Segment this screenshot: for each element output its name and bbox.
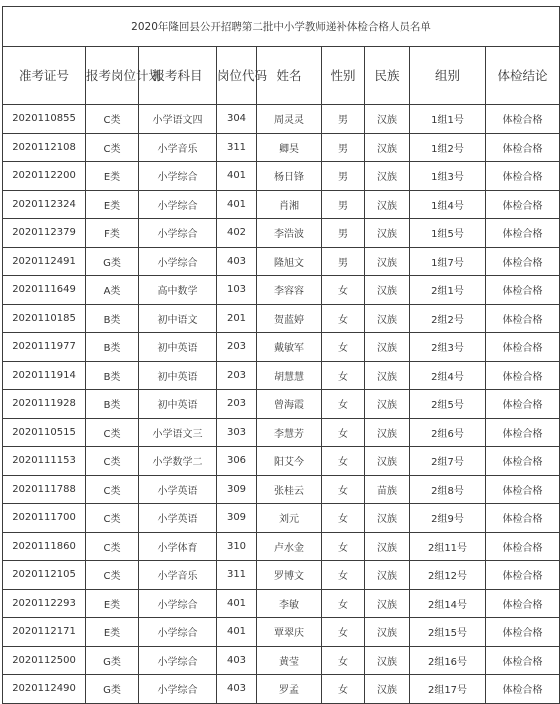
table-row bbox=[3, 361, 560, 390]
ethnicity-cell: 汉族 bbox=[365, 333, 410, 362]
group-cell: 1组4号 bbox=[410, 190, 486, 219]
subject-cell: 小学综合 bbox=[139, 190, 217, 219]
position-plan-cell: G类 bbox=[86, 247, 139, 276]
ethnicity-cell: 汉族 bbox=[365, 675, 410, 704]
position-code-cell: 303 bbox=[217, 418, 257, 447]
exam-result-cell: 体检合格 bbox=[486, 247, 560, 276]
ethnicity-cell: 汉族 bbox=[365, 162, 410, 191]
name-cell: 覃翠庆 bbox=[257, 618, 322, 647]
position-code-cell: 203 bbox=[217, 361, 257, 390]
table-row bbox=[3, 133, 560, 162]
position-plan-cell: C类 bbox=[86, 105, 139, 134]
table-row bbox=[3, 618, 560, 647]
exam-number-cell: 2020112379 bbox=[3, 219, 86, 248]
ethnicity-cell: 汉族 bbox=[365, 304, 410, 333]
position-code-cell: 203 bbox=[217, 390, 257, 419]
table-row bbox=[3, 390, 560, 419]
subject-cell: 小学综合 bbox=[139, 162, 217, 191]
ethnicity-cell: 汉族 bbox=[365, 532, 410, 561]
group-cell: 2组16号 bbox=[410, 646, 486, 675]
ethnicity-cell: 汉族 bbox=[365, 618, 410, 647]
group-cell: 2组4号 bbox=[410, 361, 486, 390]
gender-cell: 男 bbox=[322, 162, 365, 191]
exam-result-cell: 体检合格 bbox=[486, 304, 560, 333]
gender-cell: 女 bbox=[322, 475, 365, 504]
position-plan-cell: G类 bbox=[86, 646, 139, 675]
exam-number-cell: 2020112500 bbox=[3, 646, 86, 675]
group-cell: 2组15号 bbox=[410, 618, 486, 647]
name-cell: 戴敏军 bbox=[257, 333, 322, 362]
exam-result-cell: 体检合格 bbox=[486, 561, 560, 590]
gender-cell: 女 bbox=[322, 618, 365, 647]
subject-cell: 小学音乐 bbox=[139, 561, 217, 590]
name-cell: 胡慧慧 bbox=[257, 361, 322, 390]
subject-cell: 小学综合 bbox=[139, 646, 217, 675]
subject-cell: 小学综合 bbox=[139, 618, 217, 647]
position-code-cell: 311 bbox=[217, 561, 257, 590]
group-cell: 2组5号 bbox=[410, 390, 486, 419]
exam-number-cell: 2020110185 bbox=[3, 304, 86, 333]
gender-cell: 女 bbox=[322, 418, 365, 447]
position-plan-cell: C类 bbox=[86, 447, 139, 476]
name-cell: 肖湘 bbox=[257, 190, 322, 219]
subject-cell: 高中数学 bbox=[139, 276, 217, 305]
subject-cell: 小学英语 bbox=[139, 475, 217, 504]
exam-number-cell: 2020111914 bbox=[3, 361, 86, 390]
position-plan-cell: E类 bbox=[86, 162, 139, 191]
ethnicity-cell: 汉族 bbox=[365, 219, 410, 248]
position-code-cell: 201 bbox=[217, 304, 257, 333]
table-row bbox=[3, 646, 560, 675]
ethnicity-cell: 汉族 bbox=[365, 247, 410, 276]
exam-number-cell: 2020112293 bbox=[3, 589, 86, 618]
name-cell: 刘元 bbox=[257, 504, 322, 533]
header-position-code: 岗位代码 bbox=[217, 47, 257, 105]
exam-number-cell: 2020111788 bbox=[3, 475, 86, 504]
name-cell: 黄莹 bbox=[257, 646, 322, 675]
exam-number-cell: 2020111700 bbox=[3, 504, 86, 533]
group-cell: 2组2号 bbox=[410, 304, 486, 333]
exam-number-cell: 2020111860 bbox=[3, 532, 86, 561]
gender-cell: 女 bbox=[322, 361, 365, 390]
position-code-cell: 103 bbox=[217, 276, 257, 305]
subject-cell: 小学综合 bbox=[139, 675, 217, 704]
gender-cell: 女 bbox=[322, 589, 365, 618]
position-code-cell: 403 bbox=[217, 675, 257, 704]
position-plan-cell: E类 bbox=[86, 190, 139, 219]
group-cell: 2组7号 bbox=[410, 447, 486, 476]
table-row bbox=[3, 475, 560, 504]
table-row bbox=[3, 504, 560, 533]
subject-cell: 初中英语 bbox=[139, 333, 217, 362]
position-code-cell: 402 bbox=[217, 219, 257, 248]
group-cell: 1组1号 bbox=[410, 105, 486, 134]
group-cell: 1组5号 bbox=[410, 219, 486, 248]
position-plan-cell: C类 bbox=[86, 418, 139, 447]
gender-cell: 女 bbox=[322, 304, 365, 333]
exam-number-cell: 2020112200 bbox=[3, 162, 86, 191]
position-plan-cell: B类 bbox=[86, 304, 139, 333]
position-plan-cell: C类 bbox=[86, 504, 139, 533]
group-cell: 2组9号 bbox=[410, 504, 486, 533]
gender-cell: 女 bbox=[322, 532, 365, 561]
name-cell: 曾海霞 bbox=[257, 390, 322, 419]
name-cell: 李慧芳 bbox=[257, 418, 322, 447]
exam-number-cell: 2020112491 bbox=[3, 247, 86, 276]
subject-cell: 小学音乐 bbox=[139, 133, 217, 162]
subject-cell: 初中英语 bbox=[139, 361, 217, 390]
position-plan-cell: G类 bbox=[86, 675, 139, 704]
position-code-cell: 401 bbox=[217, 618, 257, 647]
table-row bbox=[3, 561, 560, 590]
position-code-cell: 306 bbox=[217, 447, 257, 476]
ethnicity-cell: 汉族 bbox=[365, 418, 410, 447]
name-cell: 杨日锋 bbox=[257, 162, 322, 191]
position-plan-cell: A类 bbox=[86, 276, 139, 305]
exam-result-cell: 体检合格 bbox=[486, 504, 560, 533]
gender-cell: 女 bbox=[322, 675, 365, 704]
group-cell: 2组6号 bbox=[410, 418, 486, 447]
table-row bbox=[3, 675, 560, 704]
position-code-cell: 403 bbox=[217, 247, 257, 276]
header-group: 组别 bbox=[410, 47, 486, 105]
table-row bbox=[3, 589, 560, 618]
subject-cell: 小学综合 bbox=[139, 247, 217, 276]
exam-result-cell: 体检合格 bbox=[486, 390, 560, 419]
exam-result-cell: 体检合格 bbox=[486, 675, 560, 704]
group-cell: 1组3号 bbox=[410, 162, 486, 191]
table-row bbox=[3, 219, 560, 248]
position-plan-cell: B类 bbox=[86, 361, 139, 390]
table-row bbox=[3, 276, 560, 305]
exam-result-cell: 体检合格 bbox=[486, 133, 560, 162]
group-cell: 2组12号 bbox=[410, 561, 486, 590]
exam-number-cell: 2020111928 bbox=[3, 390, 86, 419]
exam-number-cell: 2020110855 bbox=[3, 105, 86, 134]
exam-result-cell: 体检合格 bbox=[486, 646, 560, 675]
subject-cell: 小学体育 bbox=[139, 532, 217, 561]
gender-cell: 男 bbox=[322, 219, 365, 248]
exam-result-cell: 体检合格 bbox=[486, 418, 560, 447]
exam-number-cell: 2020112108 bbox=[3, 133, 86, 162]
exam-number-cell: 2020110515 bbox=[3, 418, 86, 447]
exam-result-cell: 体检合格 bbox=[486, 532, 560, 561]
exam-result-cell: 体检合格 bbox=[486, 589, 560, 618]
subject-cell: 初中英语 bbox=[139, 390, 217, 419]
group-cell: 2组17号 bbox=[410, 675, 486, 704]
gender-cell: 女 bbox=[322, 646, 365, 675]
ethnicity-cell: 汉族 bbox=[365, 447, 410, 476]
exam-number-cell: 2020111977 bbox=[3, 333, 86, 362]
exam-number-cell: 2020112105 bbox=[3, 561, 86, 590]
header-exam-number: 准考证号 bbox=[3, 47, 86, 105]
name-cell: 卢水金 bbox=[257, 532, 322, 561]
exam-result-cell: 体检合格 bbox=[486, 190, 560, 219]
group-cell: 2组3号 bbox=[410, 333, 486, 362]
name-cell: 罗孟 bbox=[257, 675, 322, 704]
ethnicity-cell: 汉族 bbox=[365, 589, 410, 618]
ethnicity-cell: 汉族 bbox=[365, 561, 410, 590]
exam-result-cell: 体检合格 bbox=[486, 219, 560, 248]
group-cell: 2组8号 bbox=[410, 475, 486, 504]
table-row bbox=[3, 333, 560, 362]
ethnicity-cell: 汉族 bbox=[365, 646, 410, 675]
subject-cell: 小学综合 bbox=[139, 219, 217, 248]
position-code-cell: 310 bbox=[217, 532, 257, 561]
gender-cell: 女 bbox=[322, 504, 365, 533]
ethnicity-cell: 汉族 bbox=[365, 276, 410, 305]
name-cell: 周灵灵 bbox=[257, 105, 322, 134]
position-plan-cell: C类 bbox=[86, 561, 139, 590]
gender-cell: 男 bbox=[322, 247, 365, 276]
ethnicity-cell: 苗族 bbox=[365, 475, 410, 504]
position-plan-cell: C类 bbox=[86, 133, 139, 162]
subject-cell: 小学英语 bbox=[139, 504, 217, 533]
exam-number-cell: 2020111649 bbox=[3, 276, 86, 305]
header-ethnicity: 民族 bbox=[365, 47, 410, 105]
exam-result-cell: 体检合格 bbox=[486, 162, 560, 191]
header-gender: 性别 bbox=[322, 47, 365, 105]
position-code-cell: 203 bbox=[217, 333, 257, 362]
results-table bbox=[2, 6, 560, 704]
subject-cell: 小学综合 bbox=[139, 589, 217, 618]
exam-number-cell: 2020112171 bbox=[3, 618, 86, 647]
exam-result-cell: 体检合格 bbox=[486, 475, 560, 504]
position-plan-cell: E类 bbox=[86, 589, 139, 618]
header-position-plan: 报考岗位计划 bbox=[86, 47, 139, 105]
header-exam-result: 体检结论 bbox=[486, 47, 560, 105]
exam-result-cell: 体检合格 bbox=[486, 333, 560, 362]
position-plan-cell: E类 bbox=[86, 618, 139, 647]
gender-cell: 男 bbox=[322, 133, 365, 162]
name-cell: 贺蓝婷 bbox=[257, 304, 322, 333]
name-cell: 隆旭文 bbox=[257, 247, 322, 276]
name-cell: 罗博文 bbox=[257, 561, 322, 590]
group-cell: 1组2号 bbox=[410, 133, 486, 162]
table-row bbox=[3, 418, 560, 447]
position-plan-cell: C类 bbox=[86, 532, 139, 561]
ethnicity-cell: 汉族 bbox=[365, 361, 410, 390]
gender-cell: 女 bbox=[322, 390, 365, 419]
table-row bbox=[3, 532, 560, 561]
gender-cell: 女 bbox=[322, 561, 365, 590]
ethnicity-cell: 汉族 bbox=[365, 105, 410, 134]
table-row bbox=[3, 447, 560, 476]
name-cell: 李容容 bbox=[257, 276, 322, 305]
ethnicity-cell: 汉族 bbox=[365, 190, 410, 219]
exam-number-cell: 2020111153 bbox=[3, 447, 86, 476]
gender-cell: 男 bbox=[322, 190, 365, 219]
subject-cell: 小学语文四 bbox=[139, 105, 217, 134]
position-code-cell: 401 bbox=[217, 589, 257, 618]
position-code-cell: 403 bbox=[217, 646, 257, 675]
table-row bbox=[3, 190, 560, 219]
position-plan-cell: B类 bbox=[86, 333, 139, 362]
name-cell: 阳艾今 bbox=[257, 447, 322, 476]
table-row bbox=[3, 304, 560, 333]
group-cell: 1组7号 bbox=[410, 247, 486, 276]
exam-result-cell: 体检合格 bbox=[486, 361, 560, 390]
table-row bbox=[3, 105, 560, 134]
table-row bbox=[3, 162, 560, 191]
name-cell: 李敏 bbox=[257, 589, 322, 618]
position-plan-cell: F类 bbox=[86, 219, 139, 248]
position-code-cell: 304 bbox=[217, 105, 257, 134]
name-cell: 李浩波 bbox=[257, 219, 322, 248]
position-code-cell: 311 bbox=[217, 133, 257, 162]
position-code-cell: 309 bbox=[217, 504, 257, 533]
table-row bbox=[3, 247, 560, 276]
header-name: 姓名 bbox=[257, 47, 322, 105]
subject-cell: 小学数学二 bbox=[139, 447, 217, 476]
position-code-cell: 309 bbox=[217, 475, 257, 504]
gender-cell: 男 bbox=[322, 105, 365, 134]
gender-cell: 女 bbox=[322, 447, 365, 476]
subject-cell: 小学语文三 bbox=[139, 418, 217, 447]
ethnicity-cell: 汉族 bbox=[365, 390, 410, 419]
group-cell: 2组11号 bbox=[410, 532, 486, 561]
name-cell: 卿昊 bbox=[257, 133, 322, 162]
exam-number-cell: 2020112490 bbox=[3, 675, 86, 704]
position-code-cell: 401 bbox=[217, 190, 257, 219]
table-title: 2020年隆回县公开招聘第二批中小学教师递补体检合格人员名单 bbox=[3, 7, 560, 47]
gender-cell: 女 bbox=[322, 276, 365, 305]
exam-number-cell: 2020112324 bbox=[3, 190, 86, 219]
position-plan-cell: C类 bbox=[86, 475, 139, 504]
position-code-cell: 401 bbox=[217, 162, 257, 191]
header-subject: 报考科目 bbox=[139, 47, 217, 105]
header-row bbox=[3, 47, 560, 105]
position-plan-cell: B类 bbox=[86, 390, 139, 419]
exam-result-cell: 体检合格 bbox=[486, 447, 560, 476]
ethnicity-cell: 汉族 bbox=[365, 133, 410, 162]
subject-cell: 初中语文 bbox=[139, 304, 217, 333]
gender-cell: 女 bbox=[322, 333, 365, 362]
group-cell: 2组1号 bbox=[410, 276, 486, 305]
exam-result-cell: 体检合格 bbox=[486, 105, 560, 134]
ethnicity-cell: 汉族 bbox=[365, 504, 410, 533]
exam-result-cell: 体检合格 bbox=[486, 276, 560, 305]
exam-result-cell: 体检合格 bbox=[486, 618, 560, 647]
group-cell: 2组14号 bbox=[410, 589, 486, 618]
name-cell: 张桂云 bbox=[257, 475, 322, 504]
